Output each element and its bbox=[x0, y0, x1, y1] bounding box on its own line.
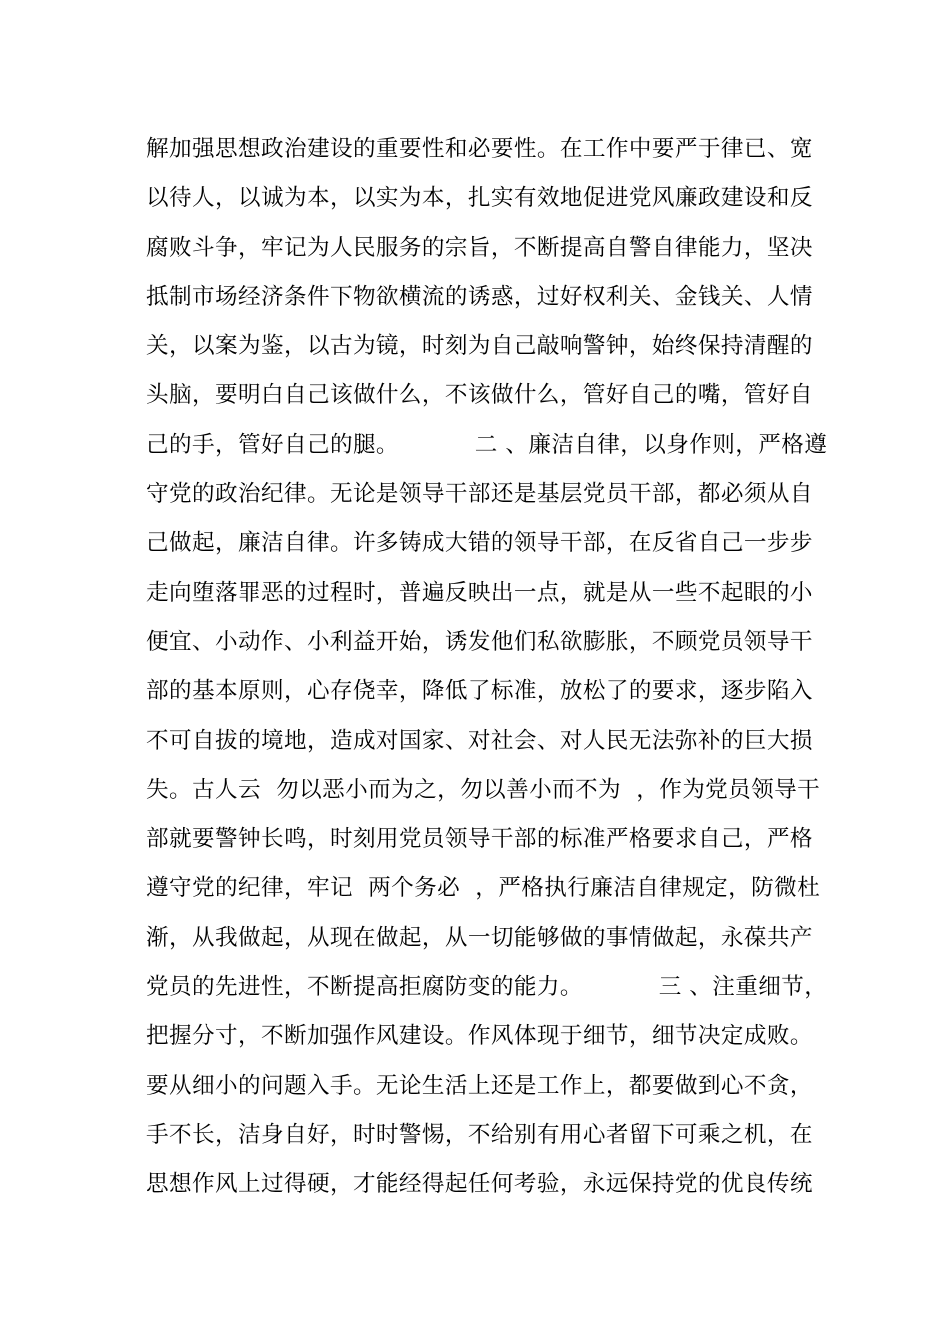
text-line: 手不长，洁身自好，时时警惕，不给别有用心者留下可乘之机，在 bbox=[146, 1121, 813, 1148]
document-body bbox=[146, 131, 828, 1216]
text-line: 部就要警钟长鸣，时刻用党员领导干部的标准严格要求自己，严格 bbox=[146, 826, 813, 853]
text-line: 思想作风上过得硬，才能经得起任何考验，永远保持党的优良传统 bbox=[146, 1171, 813, 1198]
text-line: 关，以案为鉴，以古为镜，时刻为自己敲响警钟，始终保持清醒的 bbox=[146, 333, 813, 360]
text-line: 部的基本原则，心存侥幸，降低了标准，放松了的要求，逐步陷入 bbox=[146, 678, 813, 705]
text-line: 党员的先进性，不断提高拒腐防变的能力。 三 、注重细节， bbox=[146, 974, 828, 1001]
text-line: 解加强思想政治建设的重要性和必要性。在工作中要严于律已、宽 bbox=[146, 136, 813, 162]
text-line: 渐，从我做起，从现在做起，从一切能够做的事情做起，永葆共产 bbox=[146, 924, 813, 951]
text-line: 把握分寸，不断加强作风建设。作风体现于细节，细节决定成败。 bbox=[146, 1023, 813, 1050]
text-line: 己的手，管好自己的腿。 二 、廉洁自律，以身作则，严格遵 bbox=[146, 431, 828, 458]
text-line: 抵制市场经济条件下物欲横流的诱惑，过好权利关、金钱关、人情 bbox=[146, 283, 813, 310]
text-line: 腐败斗争，牢记为人民服务的宗旨，不断提高自警自律能力，坚决 bbox=[146, 234, 813, 261]
text-line: 遵守党的纪律，牢记 两个务必 ，严格执行廉洁自律规定，防微杜 bbox=[146, 875, 821, 902]
text-line: 头脑，要明白自己该做什么，不该做什么，管好自己的嘴，管好自 bbox=[146, 382, 813, 409]
text-line: 要从细小的问题入手。无论生活上还是工作上，都要做到心不贪， bbox=[146, 1072, 813, 1099]
text-line: 己做起，廉洁自律。许多铸成大错的领导干部，在反省自己一步步 bbox=[146, 530, 813, 557]
text-line: 便宜、小动作、小利益开始，诱发他们私欲膨胀，不顾党员领导干 bbox=[146, 628, 813, 655]
text-line: 不可自拔的境地，造成对国家、对社会、对人民无法弥补的巨大损 bbox=[146, 727, 813, 754]
text-line: 守党的政治纪律。无论是领导干部还是基层党员干部，都必须从自 bbox=[146, 481, 813, 508]
text-line: 失。古人云 勿以恶小而为之，勿以善小而不为 ，作为党员领导干 bbox=[146, 776, 821, 803]
text-line: 走向堕落罪恶的过程时，普遍反映出一点，就是从一些不起眼的小 bbox=[146, 579, 813, 606]
text-line: 以待人，以诚为本，以实为本，扎实有效地促进党风廉政建设和反 bbox=[146, 185, 813, 212]
